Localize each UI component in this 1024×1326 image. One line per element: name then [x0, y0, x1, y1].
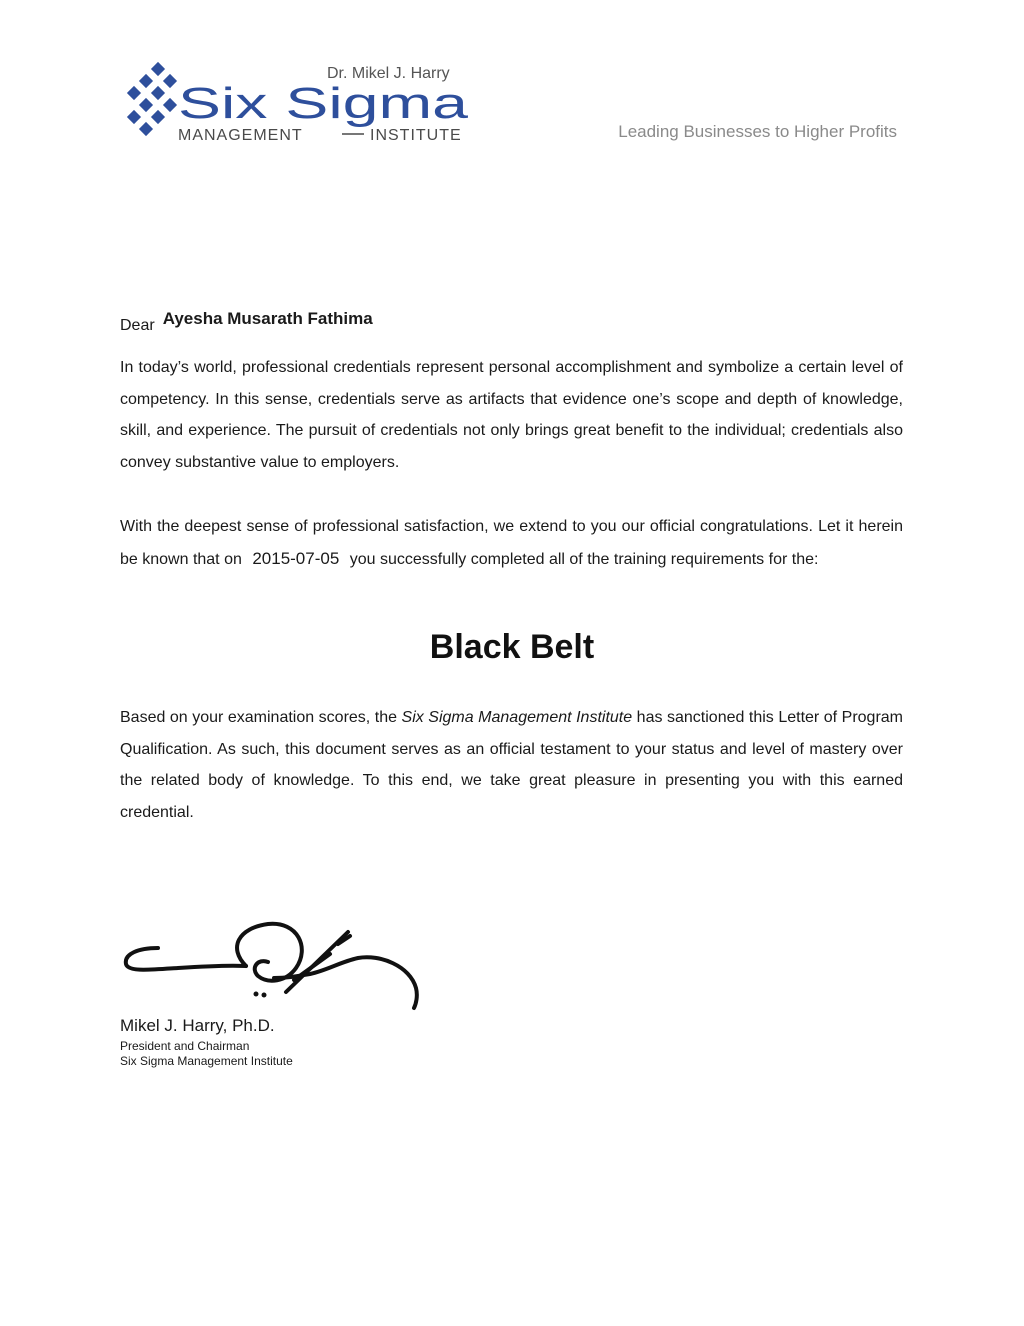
paragraph-intro: In today’s world, professional credentials represent personal accomplishment and symbolize a certain level of competency. In this sense, credentials serve as artifacts that evidence one’s scope and depth of knowledge, skill, and experience. The pursuit of credentials not only brings great benefit to the individual; credentials also convey substantive value to employers.: [120, 359, 903, 471]
logo-wordmark: Six Sigma: [178, 79, 469, 128]
paragraph3-end: has sanctioned this Letter of Program Qualification. As such, this document serves as an official testament to your status and level of mastery over the related body of knowledge. To this end, we take great pleasure in presenting you with this earned credential.: [120, 709, 904, 821]
salutation-word: Dear: [120, 317, 155, 334]
institute-logo: [120, 56, 480, 146]
logo-bottom-left: MANAGEMENT: [178, 127, 303, 144]
logo-bottom-right: INSTITUTE: [370, 127, 462, 144]
diamond-grid-icon: [127, 62, 177, 136]
signer-organization: Six Sigma Management Institute: [120, 1054, 293, 1068]
salutation-line: [120, 309, 373, 334]
logo-top-line: Dr. Mikel J. Harry: [327, 65, 450, 82]
recipient-name: Ayesha Musarath Fathima: [162, 309, 373, 328]
paragraph2-start: With the deepest sense of professional satisfaction, we extend to you our official congratulations. Let it herein be known that on: [120, 518, 903, 568]
paragraph-congratulations: [120, 511, 903, 575]
signer-title: President and Chairman: [120, 1039, 250, 1053]
handwritten-signature: [118, 918, 428, 1018]
paragraph2-end: you successfully completed all of the training requirements for the:: [349, 550, 819, 568]
company-tagline: Leading Businesses to Higher Profits: [618, 122, 897, 141]
paragraph3-start: Based on your examination scores, the: [120, 709, 398, 726]
institute-name-italic: Six Sigma Management Institute: [401, 709, 633, 726]
credential-title: Black Belt: [429, 628, 595, 666]
paragraph-qualification: [120, 702, 903, 828]
signer-name: Mikel J. Harry, Ph.D.: [120, 1016, 275, 1035]
completion-date: 2015-07-05: [252, 548, 340, 568]
